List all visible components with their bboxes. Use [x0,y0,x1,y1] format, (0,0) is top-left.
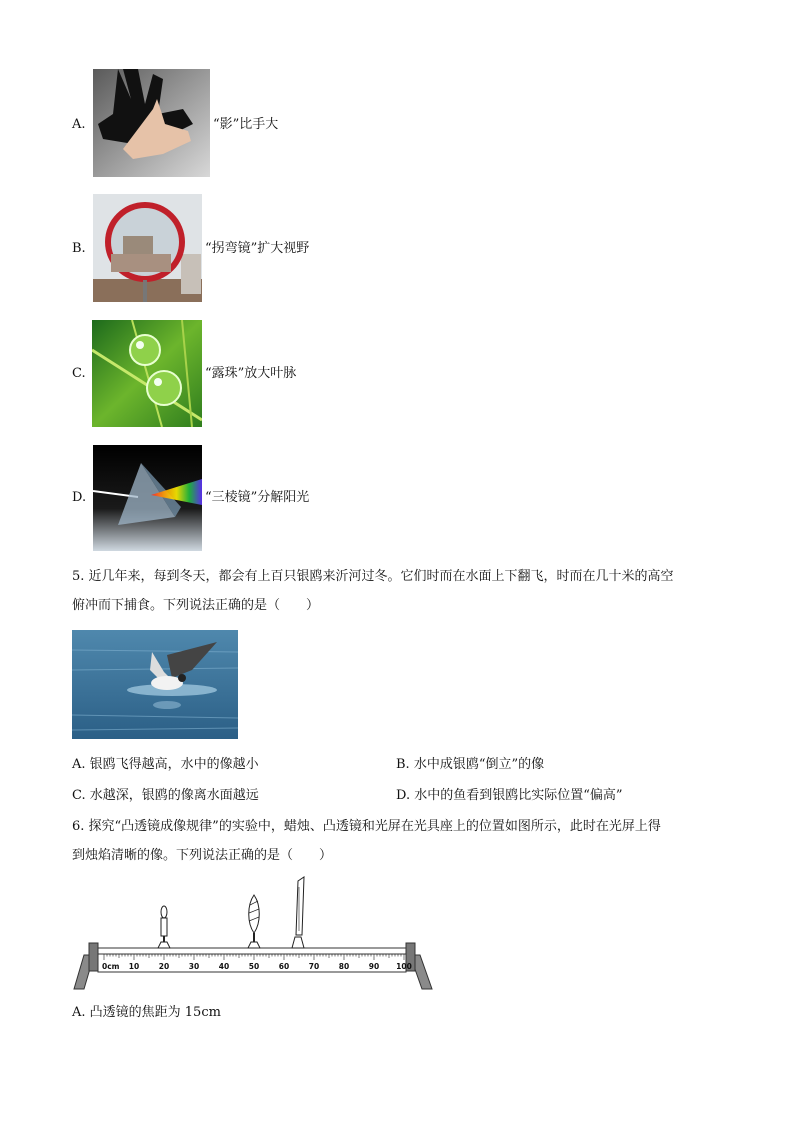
seagull-photo [72,630,238,739]
ruler-label: 80 [338,962,350,971]
option-c-text: “露珠”放大叶脉 [205,366,297,381]
convex-mirror-photo [93,194,202,302]
prism-photo [93,445,202,551]
light-screen [292,877,304,948]
ruler-label: 50 [248,962,260,971]
dewdrop-leaf-photo [92,320,202,427]
left-end-block [89,943,98,971]
convex-lens [248,895,260,948]
q6-stem-line1: 6. 探究“凸透镜成像规律”的实验中，蜡烛、凸透镜和光屏在光具座上的位置如图所示，此时在光屏上得 [72,819,661,834]
q6-option-a: A. 凸透镜的焦距为 15cm [72,1005,221,1020]
q5-option-c: C. 水越深，银鸥的像离水面越远 [72,788,259,803]
candle [158,906,170,948]
q5-option-a: A. 银鸥飞得越高，水中的像越小 [72,757,259,772]
hand-shadow-photo [93,69,210,177]
candle-body [161,918,167,936]
ruler-label: 100 [396,962,412,971]
bench-rail [98,948,406,954]
ruler-label: 40 [218,962,230,971]
q6-stem-line2: 到烛焰清晰的像。下列说法正确的是（ ） [72,848,333,863]
ruler-label: 30 [188,962,200,971]
candle-flame [161,906,167,918]
ruler-label: 60 [278,962,290,971]
optical-bench-diagram [72,873,434,993]
ruler-label: 20 [158,962,170,971]
ruler-label: 10 [128,962,140,971]
option-b-letter: B. [72,241,86,256]
ruler-label: 90 [368,962,380,971]
ruler-label: 70 [308,962,320,971]
q5-stem-line2: 俯冲而下捕食。下列说法正确的是（ ） [72,598,320,613]
option-d-letter: D. [72,490,87,505]
option-a-letter: A. [72,117,86,132]
q5-option-d: D. 水中的鱼看到银鸥比实际位置“偏高” [396,788,623,803]
q5-stem-line1: 5. 近几年来，每到冬天，都会有上百只银鸥来沂河过冬。它们时而在水面上下翻飞，时而在几十米的高空 [72,569,674,584]
q5-option-b: B. 水中成银鸥“倒立”的像 [396,757,545,772]
option-a-text: “影”比手大 [213,117,279,132]
option-c-letter: C. [72,366,86,381]
option-d-text: “三棱镜”分解阳光 [205,490,310,505]
option-b-text: “拐弯镜”扩大视野 [205,241,310,256]
ruler-label: 0cm [102,962,120,971]
